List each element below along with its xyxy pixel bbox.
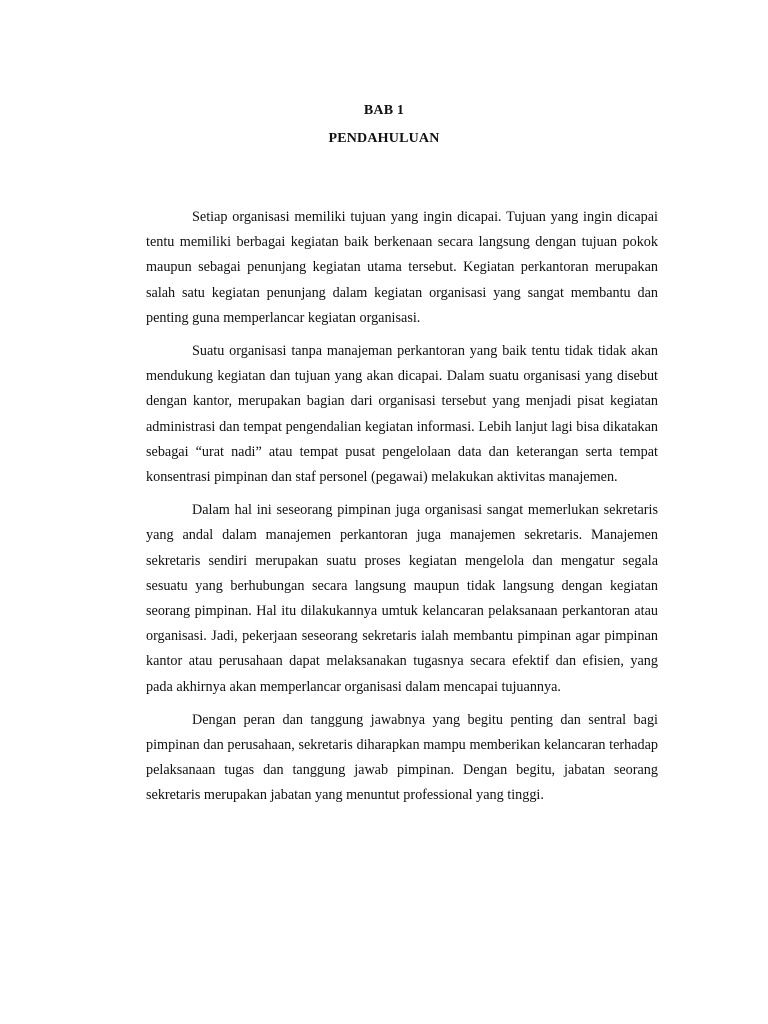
paragraph-2: Suatu organisasi tanpa manajeman perkantoran yang baik tentu tidak tidak akan mendukung kegiatan dan tujuan yang akan dicapai. Dalam suatu organisasi yang disebut dengan kantor, merupakan bagian dari organisasi tersebut yang menjadi pisat kegiatan administrasi dan tempat pengendalian kegiatan informasi. Lebih lanjut lagi bisa dikatakan sebagai “urat nadi” atau tempat pusat pengelolaan data dan keterangan serta tempat konsentrasi pimpinan dan staf personel (pegawai) melakukan aktivitas manajemen. bbox=[146, 343, 658, 486]
body-text bbox=[146, 205, 658, 817]
chapter-number: BAB 1 bbox=[363, 103, 405, 118]
paragraph-3: Dalam hal ini seseorang pimpinan juga organisasi sangat memerlukan sekretaris yang andal dalam manajemen perkantoran juga manajemen sekretaris. Manajemen sekretaris sendiri merupakan suatu proses kegiatan mengelola dan mengatur segala sesuatu yang berhubungan secara langsung maupun tidak langsung dengan kegiatan seorang pimpinan. Hal itu dilakukannya umtuk kelancaran pelaksanaan perkantoran atau organisasi. Jadi, pekerjaan seseorang sekretaris ialah membantu pimpinan agar pimpinan kantor atau perusahaan dapat melaksanakan tugasnya secara efektif dan efisien, yang pada akhirnya akan memperlancar organisasi dalam mencapai tujuannya. bbox=[146, 502, 658, 695]
chapter-title: PENDAHULUAN bbox=[328, 131, 440, 146]
paragraph-1: Setiap organisasi memiliki tujuan yang ingin dicapai. Tujuan yang ingin dicapai tentu memiliki berbagai kegiatan baik berkenaan secara langsung dengan tujuan pokok maupun sebagai penunjang kegiatan utama tersebut. Kegiatan perkantoran merupakan salah satu kegiatan penunjang dalam kegiatan organisasi yang sangat membantu dan penting guna memperlancar kegiatan organisasi. bbox=[146, 209, 658, 326]
paragraph-4: Dengan peran dan tanggung jawabnya yang begitu penting dan sentral bagi pimpinan dan perusahaan, sekretaris diharapkan mampu memberikan kelancaran terhadap pelaksanaan tugas dan tanggung jawab pimpinan. Dengan begitu, jabatan seorang sekretaris merupakan jabatan yang menuntut professional yang tinggi. bbox=[146, 711, 658, 804]
